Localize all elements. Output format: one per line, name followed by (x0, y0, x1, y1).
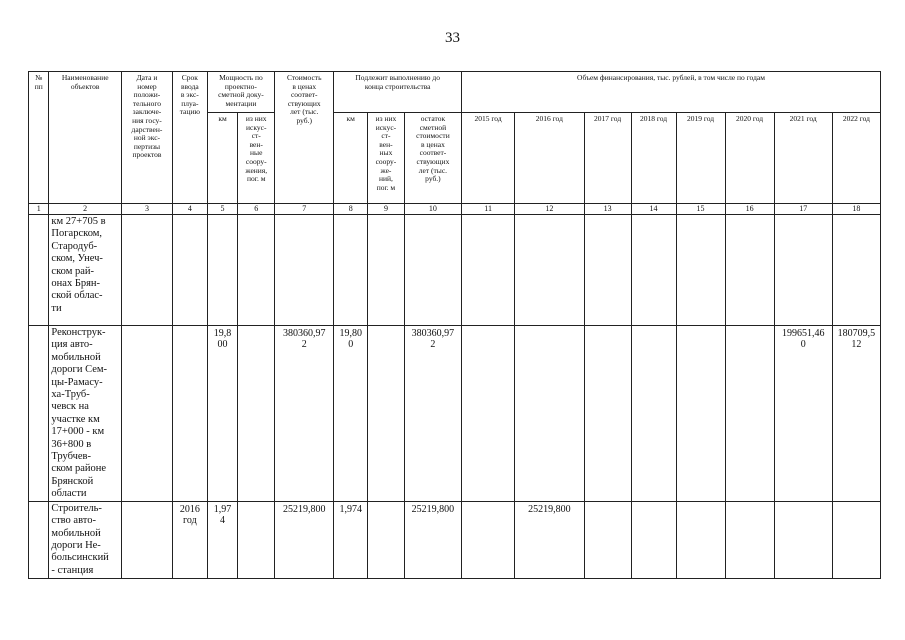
header-year-2020: 2020 год (725, 113, 774, 204)
remaining-km-value: 1,974 (334, 501, 368, 578)
year-value-2017 (584, 501, 631, 578)
column-number: 12 (515, 204, 584, 215)
column-number: 13 (584, 204, 631, 215)
column-number: 10 (404, 204, 461, 215)
column-number: 1 (29, 204, 49, 215)
capacity-km-value: 19,8 00 (207, 326, 238, 502)
year-value-2019 (676, 326, 725, 502)
column-number: 9 (368, 204, 405, 215)
column-number: 16 (725, 204, 774, 215)
year-value-2019 (676, 215, 725, 326)
year-value-2018 (631, 501, 676, 578)
header-capacity-km: км (207, 113, 238, 204)
header-financing-group: Объем финансирования, тыс. рублей, в том числе по годам (462, 72, 881, 113)
year-value-2019 (676, 501, 725, 578)
object-name: Строитель- ство авто- мобильной дороги Не- больсинский - станция (49, 501, 122, 578)
column-number: 5 (207, 204, 238, 215)
column-number: 7 (275, 204, 334, 215)
commissioning-term-value (173, 215, 208, 326)
expertise-value (121, 326, 172, 502)
remaining-structures-value (368, 215, 405, 326)
column-number: 15 (676, 204, 725, 215)
header-remaining-group: Подлежит выполнению до конца строительства (334, 72, 462, 113)
year-value-2017 (584, 326, 631, 502)
year-value-2021: 199651,46 0 (774, 326, 832, 502)
header-capacity-group: Мощность по проектно- сметной доку- ментации (207, 72, 274, 113)
table-row (29, 326, 881, 502)
capacity-km-value (207, 215, 238, 326)
year-value-2020 (725, 501, 774, 578)
header-year-2015: 2015 год (462, 113, 515, 204)
object-name: км 27+705 в Погарском, Стародуб- ском, Унеч- ском рай- онах Брян- ской облас- ти (49, 215, 122, 326)
year-value-2017 (584, 215, 631, 326)
year-value-2016 (515, 215, 584, 326)
column-number: 11 (462, 204, 515, 215)
cost-value: 380360,97 2 (275, 326, 334, 502)
column-number: 18 (832, 204, 880, 215)
row-number (29, 215, 49, 326)
year-value-2021 (774, 501, 832, 578)
header-year-2022: 2022 год (832, 113, 880, 204)
remaining-cost-value (404, 215, 461, 326)
header-commissioning-term: Срок ввода в экс- плуа- тацию (173, 72, 208, 204)
header-year-2019: 2019 год (676, 113, 725, 204)
year-value-2020 (725, 326, 774, 502)
year-value-2022 (832, 501, 880, 578)
column-number: 17 (774, 204, 832, 215)
column-numbers-row (29, 204, 881, 215)
header-year-2016: 2016 год (515, 113, 584, 204)
year-value-2016: 25219,800 (515, 501, 584, 578)
header-remaining-km: км (334, 113, 368, 204)
header-remaining-cost: остаток сметной стоимости в ценах соответ- ствующих лет (тыс. руб.) (404, 113, 461, 204)
remaining-cost-value: 380360,97 2 (404, 326, 461, 502)
construction-objects-table (28, 71, 881, 579)
remaining-structures-value (368, 501, 405, 578)
table-row (29, 215, 881, 326)
column-number: 14 (631, 204, 676, 215)
header-cost: Стоимость в ценах соответ- ствующих лет (тыс. руб.) (275, 72, 334, 204)
header-row-1 (29, 72, 881, 113)
remaining-km-value (334, 215, 368, 326)
header-expertise: Дата и номер положи- тельного заключе- ния госу- дарствен- ной экс- пертизы проектов (121, 72, 172, 204)
capacity-structures-value (238, 326, 275, 502)
cost-value: 25219,800 (275, 501, 334, 578)
capacity-structures-value (238, 501, 275, 578)
year-value-2021 (774, 215, 832, 326)
column-number: 2 (49, 204, 122, 215)
year-value-2022 (832, 215, 880, 326)
table-row (29, 501, 881, 578)
commissioning-term-value: 2016 год (173, 501, 208, 578)
remaining-km-value: 19,80 0 (334, 326, 368, 502)
remaining-structures-value (368, 326, 405, 502)
header-year-2018: 2018 год (631, 113, 676, 204)
column-number: 3 (121, 204, 172, 215)
year-value-2018 (631, 326, 676, 502)
expertise-value (121, 215, 172, 326)
column-number: 6 (238, 204, 275, 215)
year-value-2015 (462, 501, 515, 578)
year-value-2016 (515, 326, 584, 502)
expertise-value (121, 501, 172, 578)
column-number: 4 (173, 204, 208, 215)
year-value-2018 (631, 215, 676, 326)
year-value-2020 (725, 215, 774, 326)
page-number: 33 (445, 30, 460, 46)
header-number: № пп (29, 72, 49, 204)
row-number (29, 326, 49, 502)
year-value-2015 (462, 326, 515, 502)
capacity-structures-value (238, 215, 275, 326)
object-name: Реконструк- ция авто- мобильной дороги Сем- цы-Рамасу- ха-Труб- чевск на участке км 17+000 - км 36+800 в Трубчев- ском районе Брянской области (49, 326, 122, 502)
remaining-cost-value: 25219,800 (404, 501, 461, 578)
capacity-km-value: 1,97 4 (207, 501, 238, 578)
header-object-name: Наименование объектов (49, 72, 122, 204)
commissioning-term-value (173, 326, 208, 502)
column-number: 8 (334, 204, 368, 215)
row-number (29, 501, 49, 578)
header-year-2017: 2017 год (584, 113, 631, 204)
cost-value (275, 215, 334, 326)
header-remaining-structures: из них искус- ст- вен- ных соору- же- ний, пог. м (368, 113, 405, 204)
year-value-2015 (462, 215, 515, 326)
year-value-2022: 180709,5 12 (832, 326, 880, 502)
header-capacity-structures: из них искус- ст- вен- ные соору- жения, пог. м (238, 113, 275, 204)
header-year-2021: 2021 год (774, 113, 832, 204)
